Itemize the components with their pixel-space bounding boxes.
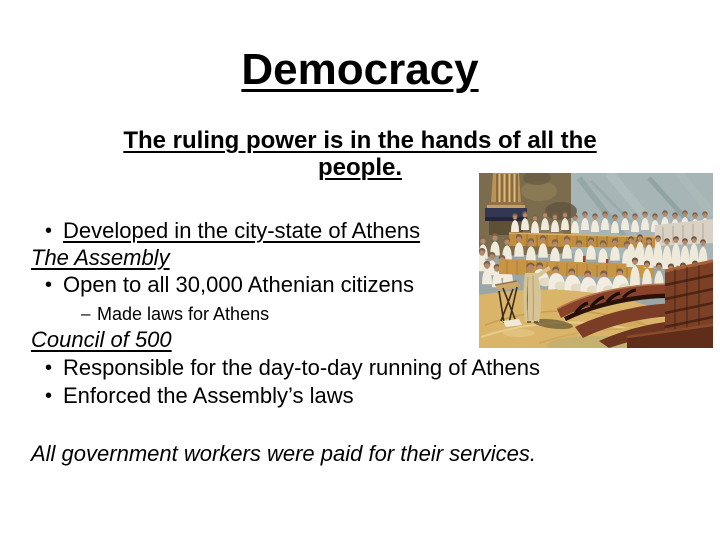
- subbullet-made-laws-text: Made laws for Athens: [97, 304, 270, 324]
- bullet-icon: •: [45, 385, 53, 407]
- subtitle-line-1: The ruling power is in the hands of all the: [123, 127, 597, 154]
- bullet-enforced: [31, 384, 354, 408]
- heading-the-assembly-text: The Assembly: [31, 245, 170, 270]
- bullet-icon: •: [45, 274, 53, 296]
- bullet-open-to-all: [31, 273, 414, 297]
- bullet-open-to-all-text: Open to all 30,000 Athenian citizens: [63, 272, 415, 297]
- heading-the-assembly: [31, 246, 170, 270]
- dash-bullet-icon: –: [81, 304, 91, 323]
- bullet-developed: [31, 219, 420, 243]
- heading-council-of-500: [31, 328, 172, 352]
- bullet-responsible-text: Responsible for the day-to-day running of Athens: [63, 355, 540, 380]
- senate-painting-graphic: [479, 173, 713, 348]
- page-title: [0, 45, 720, 94]
- page-title-text: Democracy: [241, 45, 479, 94]
- bullet-developed-text: Developed in the city-state of Athens: [63, 218, 421, 243]
- senate-painting: [479, 173, 713, 348]
- bullet-responsible: [31, 356, 540, 380]
- footer-note: All government workers were paid for their services.: [31, 441, 536, 466]
- subtitle-line-2: people.: [317, 154, 402, 181]
- bullet-icon: •: [45, 220, 53, 242]
- subbullet-made-laws: [31, 302, 269, 326]
- bullet-enforced-text: Enforced the Assembly’s laws: [63, 383, 354, 408]
- heading-council-of-500-text: Council of 500: [31, 327, 172, 352]
- bullet-icon: •: [45, 357, 53, 379]
